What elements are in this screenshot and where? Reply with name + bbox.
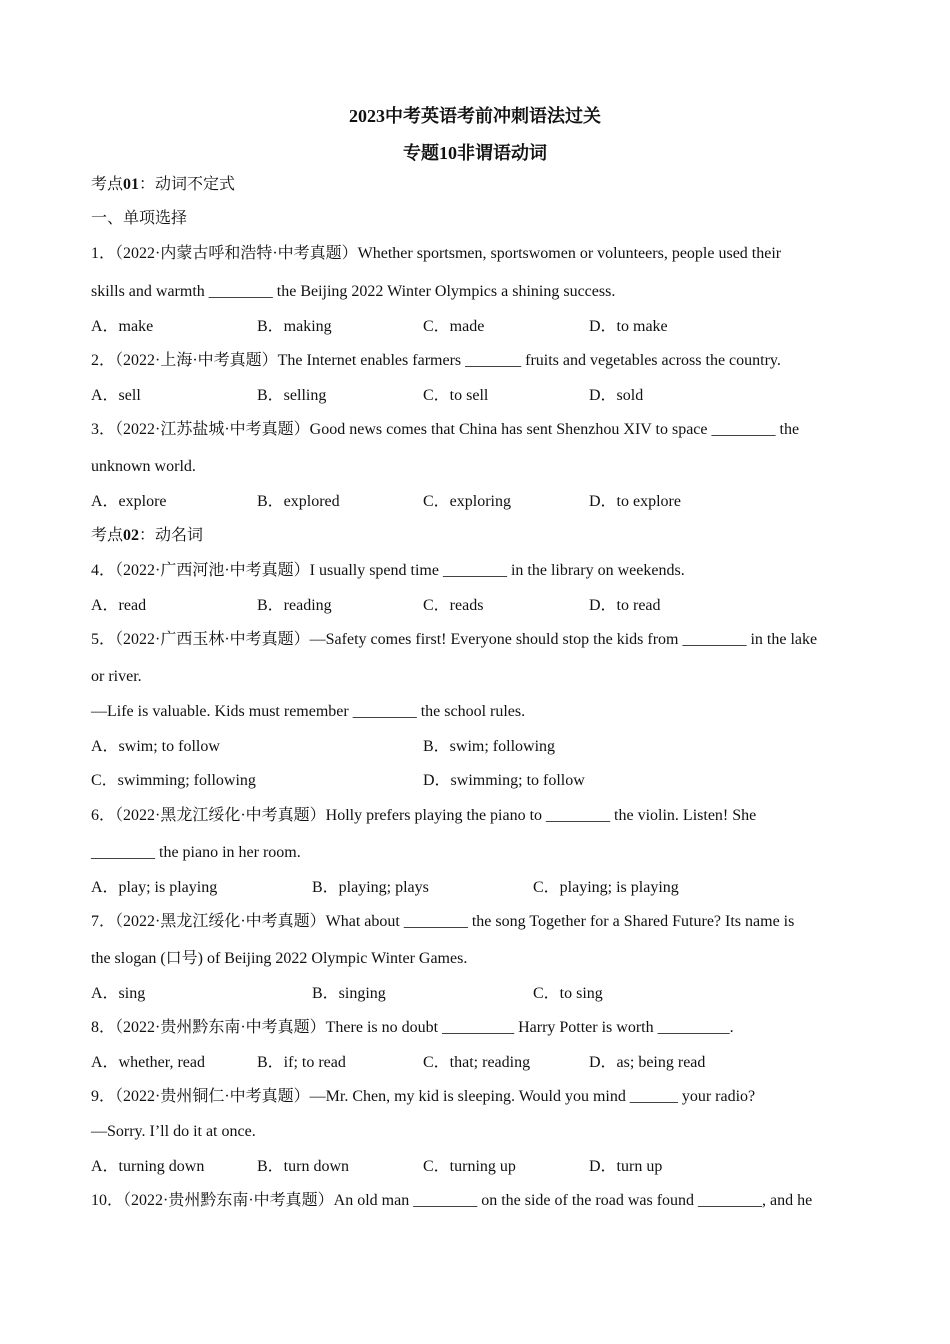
question-1-option-c: C．made [423,318,485,335]
question-9-line-2: —Sorry. I’ll do it at once. [91,1123,256,1140]
section-label-prefix: 考点 [91,527,124,544]
question-5-option-a: A．swim; to follow [91,738,220,755]
question-5-option-b: B．swim; following [423,738,556,755]
question-4-option-b: B．reading [257,597,332,614]
section-heading-01 [91,175,871,195]
question-5-line-2: or river. [91,668,142,685]
question-9-option-a: A．turning down [91,1158,205,1175]
section-label-prefix: 考点 [91,176,124,193]
question-4-line-1: 4．（2022·广西河池·中考真题）I usually spend time ________ in the library on weekends. [91,562,685,579]
question-4-option-c: C．reads [423,597,484,614]
section-label-topic: ：动词不定式 [139,176,236,193]
question-7-option-c: C．to sing [533,985,603,1002]
question-6-option-c: C．playing; is playing [533,879,679,896]
question-2-line-1: 2．（2022·上海·中考真题）The Internet enables farmers _______ fruits and vegetables across the country. [91,352,781,369]
question-8-option-a: A．whether, read [91,1054,205,1071]
question-8-option-b: B．if; to read [257,1054,346,1071]
document-subtitle: 专题10非谓语动词 [403,143,547,163]
section-heading-02 [91,526,871,546]
question-3-line-1: 3．（2022·江苏盐城·中考真题）Good news comes that China has sent Shenzhou XIV to space ________ the [91,421,800,438]
section-label-number: 02 [123,527,140,544]
subsection-heading: 一、单项选择 [91,210,188,227]
question-3-option-b: B．explored [257,493,340,510]
question-1-option-a: A．make [91,318,154,335]
question-4-option-d: D．to read [589,597,661,614]
question-2-option-b: B．selling [257,387,327,404]
question-7-line-1: 7．（2022·黑龙江绥化·中考真题）What about ________ the song Together for a Shared Future? Its name is [91,913,795,930]
question-3-line-2: unknown world. [91,458,196,475]
question-1-option-b: B．making [257,318,332,335]
question-1-line-2: skills and warmth ________ the Beijing 2022 Winter Olympics a shining success. [91,283,616,300]
question-9-line-1: 9．（2022·贵州铜仁·中考真题）—Mr. Chen, my kid is sleeping. Would you mind ______ your radio? [91,1088,756,1105]
question-9-option-c: C．turning up [423,1158,516,1175]
question-3-option-d: D．to explore [589,493,681,510]
section-label-number: 01 [123,176,140,193]
question-2-option-c: C．to sell [423,387,489,404]
question-5-option-c: C．swimming; following [91,772,256,789]
question-2-option-d: D．sold [589,387,644,404]
question-1-line-1: 1．（2022·内蒙古呼和浩特·中考真题）Whether sportsmen, sportswomen or volunteers, people used their [91,245,782,262]
question-7-option-a: A．sing [91,985,146,1002]
question-1-option-d: D．to make [589,318,668,335]
question-7-option-b: B．singing [312,985,386,1002]
section-label-topic: ：动名词 [139,527,204,544]
question-5-option-d: D．swimming; to follow [423,772,585,789]
question-8-option-d: D．as; being read [589,1054,706,1071]
question-6-option-b: B．playing; plays [312,879,429,896]
question-7-line-2: the slogan (口号) of Beijing 2022 Olympic Winter Games. [91,950,468,967]
question-6-line-1: 6．（2022·黑龙江绥化·中考真题）Holly prefers playing the piano to ________ the violin. Listen! She [91,807,757,824]
question-6-line-2: ________ the piano in her room. [91,844,301,861]
question-4-option-a: A．read [91,597,147,614]
question-5-line-1: 5．（2022·广西玉林·中考真题）—Safety comes first! Everyone should stop the kids from ________ in the lake [91,631,818,648]
question-6-option-a: A．play; is playing [91,879,218,896]
question-9-option-d: D．turn up [589,1158,663,1175]
question-3-option-a: A．explore [91,493,167,510]
question-5-line-3: —Life is valuable. Kids must remember ________ the school rules. [91,703,526,720]
question-9-option-b: B．turn down [257,1158,350,1175]
question-8-option-c: C．that; reading [423,1054,531,1071]
document-title: 2023中考英语考前冲刺语法过关 [349,106,601,126]
question-2-option-a: A．sell [91,387,141,404]
question-10-line-1: 10．（2022·贵州黔东南·中考真题）An old man ________ on the side of the road was found ________, and he [91,1192,813,1209]
question-8-line-1: 8．（2022·贵州黔东南·中考真题）There is no doubt _________ Harry Potter is worth _________. [91,1019,734,1036]
question-3-option-c: C．exploring [423,493,511,510]
